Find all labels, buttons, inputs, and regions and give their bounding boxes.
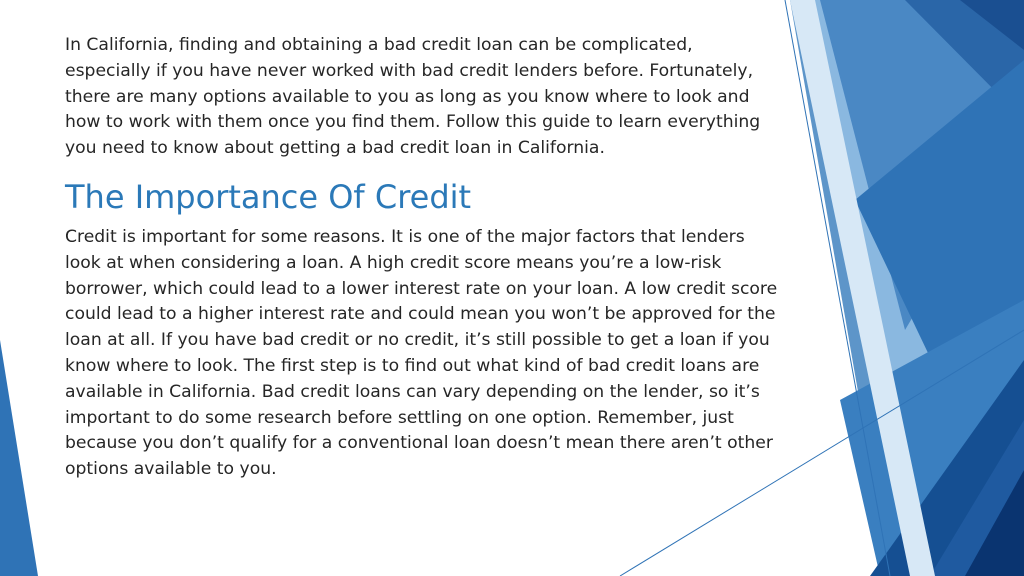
section-heading: The Importance Of Credit [65, 177, 472, 216]
body-paragraph: Credit is important for some reasons. It is one of the major factors that lenders look at when considering a loan. A high credit score means you’re a low-risk borrower, which could lead to a lower interest rate on your loan. A low credit score could lead to a higher interest rate and could mean you won’t be approved for the loan at all. If you have bad credit or no credit, it’s still possible to get a loan if you know where to look. The first step is to find out what kind of bad credit loans are available in California. Bad credit loans can vary depending on the lender, so it’s important to do some research before settling on one option. Remember, just because you don’t qualify for a conventional loan doesn’t mean there aren’t other options available to you. [65, 226, 778, 480]
intro-paragraph: In California, finding and obtaining a bad credit loan can be complicated, especially if you have never worked with bad credit lenders before. Fortunately, there are many options available to you as long as you know where to look and how to work with them once you find them. Follow this guide to learn everything you need to know about getting a bad credit loan in California. [65, 35, 761, 159]
text-content [65, 33, 780, 483]
